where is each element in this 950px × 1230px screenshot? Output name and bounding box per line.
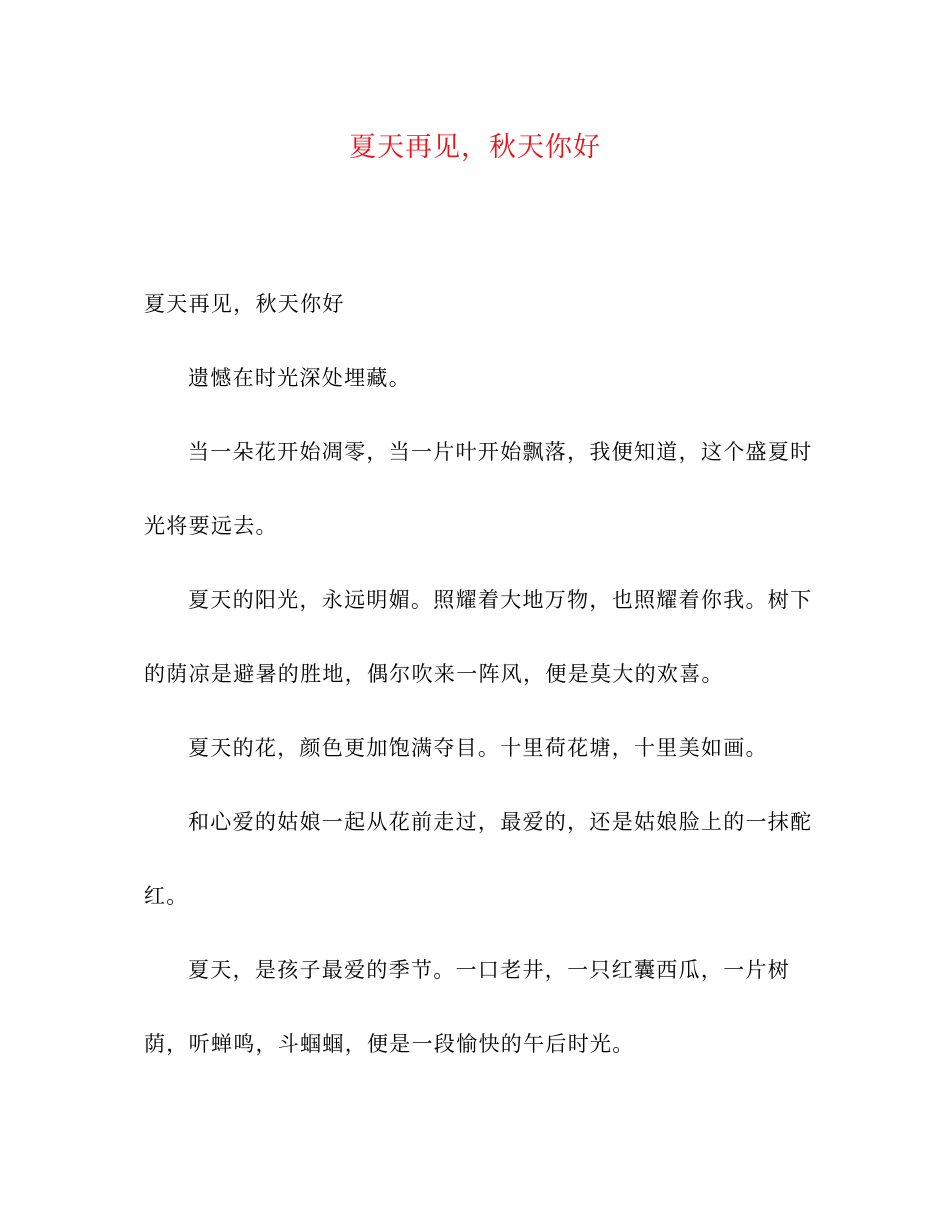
paragraph-line: 光将要远去。: [144, 514, 278, 538]
paragraph-line: 夏天，是孩子最爱的季节。一口老井，一只红囊西瓜，一片树: [188, 958, 791, 982]
paragraph-line: 当一朵花开始凋零，当一片叶开始飘落，我便知道，这个盛夏时: [188, 440, 813, 464]
paragraph-line: 夏天的花，颜色更加饱满夺目。十里荷花塘，十里美如画。: [188, 736, 768, 760]
paragraph-line: 和心爱的姑娘一起从花前走过，最爱的，还是姑娘脸上的一抹酡: [188, 810, 813, 834]
paragraph-line: 红。: [144, 884, 189, 908]
document-title: 夏天再见，秋天你好: [349, 132, 601, 163]
paragraph-line: 的荫凉是避暑的胜地，偶尔吹来一阵风，便是莫大的欢喜。: [144, 662, 724, 686]
paragraph-line: 夏天的阳光，永远明媚。照耀着大地万物，也照耀着你我。树下: [188, 588, 813, 612]
subtitle-line: 夏天再见，秋天你好: [144, 292, 345, 316]
paragraph-line: 荫，听蝉鸣，斗蝈蝈，便是一段愉快的午后时光。: [144, 1032, 635, 1056]
paragraph-line: 遗憾在时光深处埋藏。: [188, 366, 411, 390]
document-body: [144, 282, 813, 1096]
